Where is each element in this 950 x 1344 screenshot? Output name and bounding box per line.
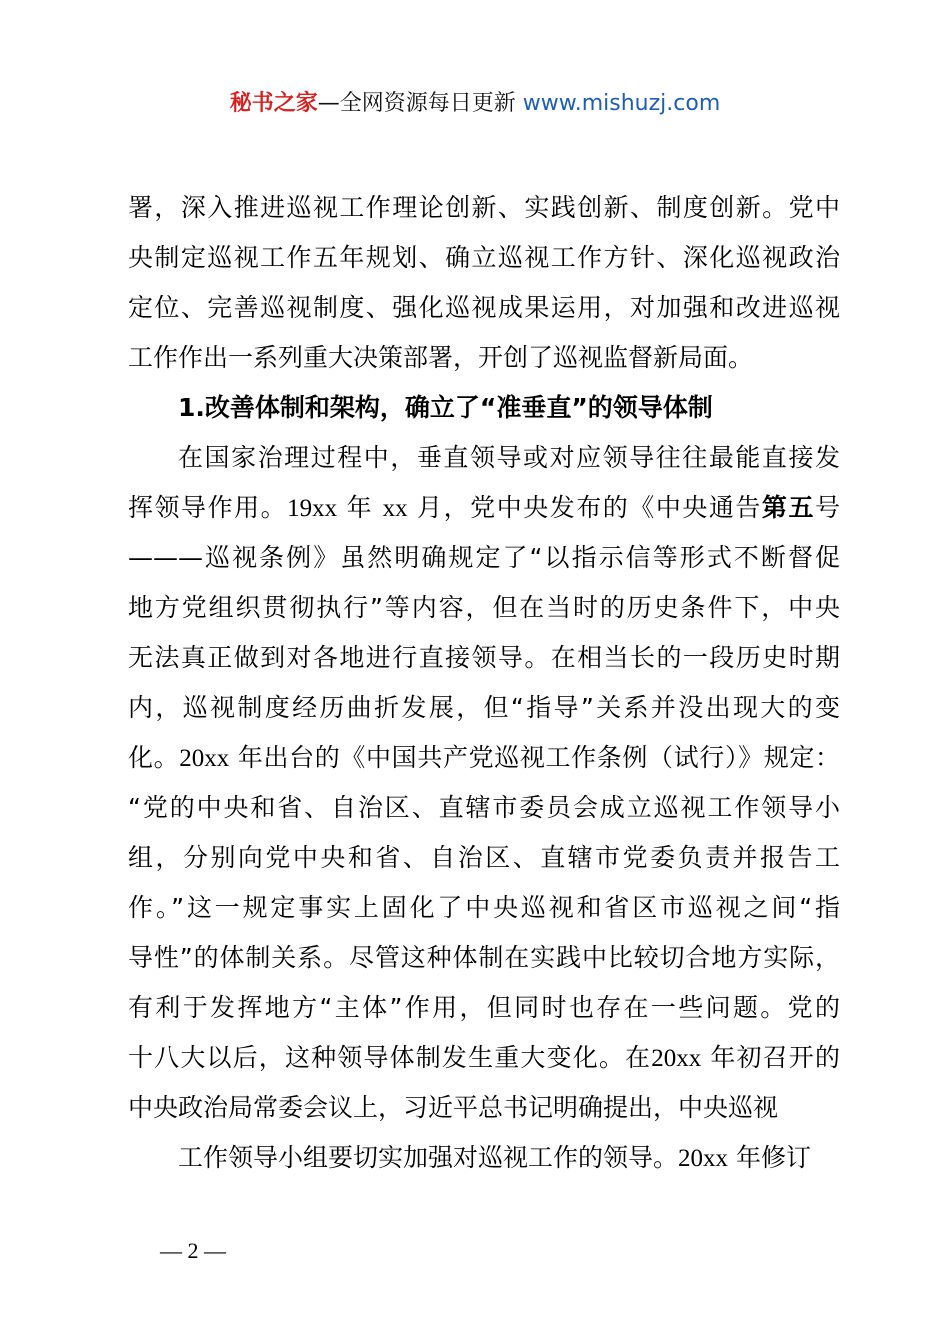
paragraph-line: ———巡视条例》虽然明确规定了“以指示信等形式不断督促 (128, 543, 840, 572)
text-run: 年初召开的 (710, 1043, 840, 1072)
page-header (0, 88, 950, 120)
paragraph-line (128, 1133, 840, 1183)
paragraph-line: 作。”这一规定事实上固化了中央巡视和省区市巡视之间“指 (128, 893, 840, 922)
header-url-link[interactable]: www.mishuzj.com (522, 91, 721, 116)
paragraph-line: 中央政治局常委会议上，习近平总书记明确提出，中央巡视 (128, 1093, 779, 1122)
paragraph-line: 内，巡视制度经历曲折发展，但“指导”关系并没出现大的变 (128, 693, 840, 722)
document-body (128, 183, 840, 1183)
paragraph-line: 在国家治理过程中，垂直领导或对应领导往往最能直接发 (178, 443, 840, 472)
paragraph-line: 定位、完善巡视制度、强化巡视成果运用，对加强和改进巡视 (128, 293, 840, 322)
text-run: 十八大以后，这种领导体制发生重大变化。在 (128, 1043, 652, 1072)
text-run: 工作领导小组要切实加强对巡视工作的领导。 (178, 1143, 679, 1172)
paragraph-line: “党的中央和省、自治区、直辖市委员会成立巡视工作领导小 (128, 793, 840, 822)
paragraph-line: 有利于发挥地方“主体”作用，但同时也存在一些问题。党的 (128, 993, 840, 1022)
paragraph-line (128, 733, 840, 783)
bold-text: 第五 (761, 493, 815, 522)
paragraph-line: 署，深入推进巡视工作理论创新、实践创新、制度创新。党中 (128, 193, 840, 222)
text-run: 化。 (128, 743, 180, 772)
paragraph-line: 导性”的体制关系。尽管这种体制在实践中比较切合地方实际， (128, 943, 840, 972)
paragraph-line (128, 483, 840, 533)
year-text: 20xx (179, 745, 230, 772)
paragraph-line: 央制定巡视工作五年规划、确立巡视工作方针、深化巡视政治 (128, 243, 840, 272)
paragraph-line (128, 1033, 840, 1083)
text-run: 号 (814, 493, 840, 522)
header-tagline: —全网资源每日更新 (317, 91, 516, 116)
text-run: 月，党中央发布的《中央通告 (417, 493, 762, 522)
year-text: 19xx (287, 495, 338, 522)
section-heading: 1.改善体制和架构，确立了“准垂直”的领导体制 (178, 393, 713, 422)
text-run: 挥领导作用。 (128, 493, 288, 522)
paragraph-line: 工作作出一系列重大决策部署，开创了巡视监督新局面。 (128, 343, 754, 372)
header-brand: 秘书之家 (229, 91, 318, 116)
year-text: 20xx (651, 1045, 702, 1072)
text-run: 年出台的《中国共产党巡视工作条例（试行）》规定： (237, 743, 840, 772)
month-text: xx (382, 495, 408, 522)
paragraph-line: 地方党组织贯彻执行”等内容，但在当时的历史条件下，中央 (128, 593, 840, 622)
text-run: 年 (346, 493, 374, 522)
page-number: — 2 — (160, 1238, 226, 1263)
paragraph-line: 无法真正做到对各地进行直接领导。在相当长的一段历史时期 (128, 643, 840, 672)
paragraph-line: 组，分别向党中央和省、自治区、直辖市党委负责并报告工 (128, 843, 840, 872)
text-run: 年修订 (735, 1143, 811, 1172)
year-text: 20xx (678, 1145, 729, 1172)
